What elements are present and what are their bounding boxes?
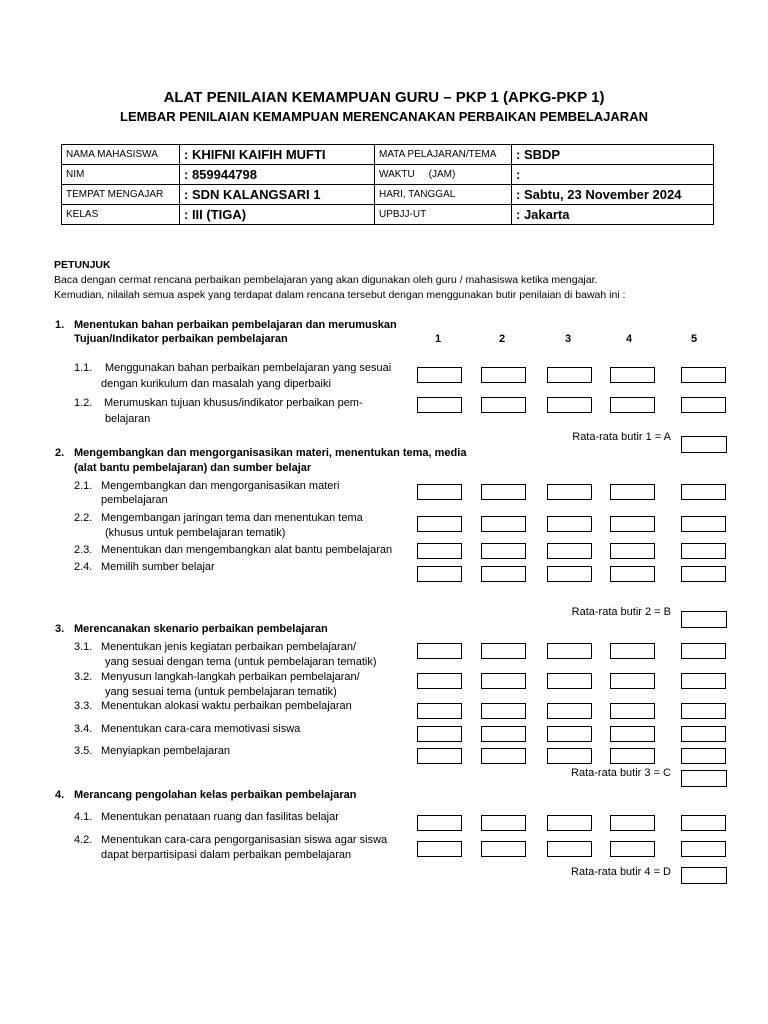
item-2-3-label: Menentukan dan mengembangkan alat bantu pembelajaran xyxy=(101,544,393,556)
average-box-d[interactable] xyxy=(681,867,727,884)
item-number: 4.2. xyxy=(74,834,93,846)
score-box-1-1-1[interactable] xyxy=(417,367,462,383)
item-3-1-label-cont: yang sesuai dengan tema (untuk pembelajaran tematik) xyxy=(105,656,377,668)
score-box-2-1-3[interactable] xyxy=(547,484,592,500)
item-number: 2.2. xyxy=(74,512,93,524)
item-number: 3.1. xyxy=(74,641,93,653)
score-box-4-2-1[interactable] xyxy=(417,841,462,857)
table-row xyxy=(62,165,714,185)
value-nim: : 859944798 xyxy=(180,165,375,185)
score-box-2-2-5[interactable] xyxy=(681,516,726,532)
item-number: 3.5. xyxy=(74,745,93,757)
section-1-number: 1. xyxy=(55,319,65,331)
section-4-title: Merancang pengolahan kelas perbaikan pembelajaran xyxy=(74,789,357,801)
value-kelas: : III (TIGA) xyxy=(180,205,375,225)
identity-table xyxy=(61,144,714,225)
score-box-3-5-4[interactable] xyxy=(610,748,655,764)
section-1-title: Menentukan bahan perbaikan pembelajaran dan merumuskan xyxy=(74,319,397,331)
score-box-2-4-1[interactable] xyxy=(417,566,462,582)
score-box-1-2-4[interactable] xyxy=(610,397,655,413)
score-box-3-2-1[interactable] xyxy=(417,673,462,689)
score-box-3-2-2[interactable] xyxy=(481,673,526,689)
score-box-3-3-2[interactable] xyxy=(481,703,526,719)
petunjuk-line-2: Kemudian, nilailah semua aspek yang terdapat dalam rencana tersebut dengan menggunakan butir penilaian di bawah ini : xyxy=(54,289,626,301)
item-4-2-label-cont: dapat berpartisipasi dalam perbaikan pembelajaran xyxy=(101,849,352,861)
score-box-4-1-4[interactable] xyxy=(610,815,655,831)
score-box-1-2-2[interactable] xyxy=(481,397,526,413)
section-4-number: 4. xyxy=(55,789,65,801)
item-2-4-label: Memilih sumber belajar xyxy=(101,561,215,573)
score-box-2-2-3[interactable] xyxy=(547,516,592,532)
score-box-3-4-5[interactable] xyxy=(681,726,726,742)
page-subtitle: LEMBAR PENILAIAN KEMAMPUAN MERENCANAKAN PERBAIKAN PEMBELAJARAN xyxy=(120,109,648,124)
item-3-2-label-cont: yang sesuai tema (untuk pembelajaran tematik) xyxy=(105,686,337,698)
score-box-3-2-5[interactable] xyxy=(681,673,726,689)
label-mapel: MATA PELAJARAN/TEMA xyxy=(375,145,512,165)
item-3-2-label: Menyusun langkah-langkah perbaikan pembelajaran/ xyxy=(101,671,360,683)
item-number: 3.3. xyxy=(74,700,93,712)
score-box-1-2-3[interactable] xyxy=(547,397,592,413)
score-box-2-3-1[interactable] xyxy=(417,543,462,559)
score-box-3-5-5[interactable] xyxy=(681,748,726,764)
score-box-4-2-5[interactable] xyxy=(681,841,726,857)
item-number: 2.4. xyxy=(74,561,93,573)
score-box-1-1-4[interactable] xyxy=(610,367,655,383)
item-2-1-label-cont: pembelajaran xyxy=(101,494,168,506)
score-box-3-3-4[interactable] xyxy=(610,703,655,719)
scale-header-3: 3 xyxy=(564,333,572,345)
score-box-2-3-4[interactable] xyxy=(610,543,655,559)
item-2-2-label-cont: (khusus untuk pembelajaran tematik) xyxy=(105,527,286,539)
score-box-4-1-5[interactable] xyxy=(681,815,726,831)
item-number: 2.1. xyxy=(74,480,93,492)
section-2-title: Mengembangkan dan mengorganisasikan materi, menentukan tema, media xyxy=(74,447,467,459)
item-3-1-label: Menentukan jenis kegiatan perbaikan pembelajaran/ xyxy=(101,641,357,653)
label-kelas: KELAS xyxy=(62,205,180,225)
average-box-b[interactable] xyxy=(681,611,727,628)
value-waktu: : xyxy=(512,165,714,185)
score-box-3-1-1[interactable] xyxy=(417,643,462,659)
value-tempat: : SDN KALANGSARI 1 xyxy=(180,185,375,205)
score-box-3-4-2[interactable] xyxy=(481,726,526,742)
score-box-2-4-4[interactable] xyxy=(610,566,655,582)
section-2-number: 2. xyxy=(55,447,65,459)
score-box-2-2-2[interactable] xyxy=(481,516,526,532)
average-label-c: Rata-rata butir 3 = C xyxy=(571,767,671,779)
score-box-2-3-3[interactable] xyxy=(547,543,592,559)
score-box-3-2-3[interactable] xyxy=(547,673,592,689)
score-box-3-4-1[interactable] xyxy=(417,726,462,742)
page-title: ALAT PENILAIAN KEMAMPUAN GURU – PKP 1 (APKG-PKP 1) xyxy=(163,89,605,106)
score-box-3-3-5[interactable] xyxy=(681,703,726,719)
score-box-4-1-1[interactable] xyxy=(417,815,462,831)
item-1-2-label: Merumuskan tujuan khusus/indikator perbaikan pem- xyxy=(104,397,363,409)
item-number: 1.1. xyxy=(74,362,93,374)
label-waktu: WAKTU (JAM) xyxy=(375,165,512,185)
score-box-2-4-5[interactable] xyxy=(681,566,726,582)
score-box-2-1-4[interactable] xyxy=(610,484,655,500)
table-row xyxy=(62,205,714,225)
scale-header-2: 2 xyxy=(498,333,506,345)
score-box-3-3-1[interactable] xyxy=(417,703,462,719)
value-nama: : KHIFNI KAIFIH MUFTI xyxy=(180,145,375,165)
score-box-1-1-3[interactable] xyxy=(547,367,592,383)
label-upbjj: UPBJJ-UT xyxy=(375,205,512,225)
average-label-a: Rata-rata butir 1 = A xyxy=(572,431,671,443)
section-3-title: Merencanakan skenario perbaikan pembelajaran xyxy=(74,623,328,635)
item-1-1-label: Menggunakan bahan perbaikan pembelajaran yang sesuai xyxy=(105,362,392,374)
score-box-3-1-2[interactable] xyxy=(481,643,526,659)
score-box-1-1-2[interactable] xyxy=(481,367,526,383)
score-box-3-5-1[interactable] xyxy=(417,748,462,764)
item-4-2-label: Menentukan cara-cara pengorganisasian siswa agar siswa xyxy=(101,834,388,846)
item-number: 3.4. xyxy=(74,723,93,735)
average-label-d: Rata-rata butir 4 = D xyxy=(571,866,671,878)
item-2-1-label: Mengembangkan dan mengorganisasikan materi xyxy=(101,480,340,492)
item-number: 2.3. xyxy=(74,544,93,556)
label-nim: NIM xyxy=(62,165,180,185)
score-box-3-2-4[interactable] xyxy=(610,673,655,689)
scale-header-5: 5 xyxy=(690,333,698,345)
item-3-5-label: Menyiapkan pembelajaran xyxy=(101,745,231,757)
score-box-4-1-3[interactable] xyxy=(547,815,592,831)
petunjuk-line-1: Baca dengan cermat rencana perbaikan pembelajaran yang akan digunakan oleh guru / mahasiswa ketika mengajar. xyxy=(54,274,598,286)
label-tempat: TEMPAT MENGAJAR xyxy=(62,185,180,205)
section-1-title-cont: Tujuan/Indikator perbaikan pembelajaran xyxy=(74,333,288,345)
item-number: 1.2. xyxy=(74,397,93,409)
score-box-2-4-3[interactable] xyxy=(547,566,592,582)
item-1-2-label-cont: belajaran xyxy=(105,413,151,425)
score-box-3-4-4[interactable] xyxy=(610,726,655,742)
score-box-2-3-2[interactable] xyxy=(481,543,526,559)
score-box-4-1-2[interactable] xyxy=(481,815,526,831)
score-box-2-1-2[interactable] xyxy=(481,484,526,500)
item-3-3-label: Menentukan alokasi waktu perbaikan pembelajaran xyxy=(101,700,352,712)
score-box-4-2-3[interactable] xyxy=(547,841,592,857)
section-3-number: 3. xyxy=(55,623,65,635)
score-box-4-2-4[interactable] xyxy=(610,841,655,857)
average-box-a[interactable] xyxy=(681,436,727,453)
section-2-title-cont: (alat bantu pembelajaran) dan sumber belajar xyxy=(74,462,312,474)
score-box-1-2-1[interactable] xyxy=(417,397,462,413)
score-box-2-2-1[interactable] xyxy=(417,516,462,532)
score-box-3-1-3[interactable] xyxy=(547,643,592,659)
score-box-3-1-5[interactable] xyxy=(681,643,726,659)
label-hari: HARI, TANGGAL xyxy=(375,185,512,205)
value-hari: : Sabtu, 23 November 2024 xyxy=(512,185,714,205)
score-box-3-5-3[interactable] xyxy=(547,748,592,764)
scale-header-1: 1 xyxy=(434,333,442,345)
score-box-2-2-4[interactable] xyxy=(610,516,655,532)
score-box-3-4-3[interactable] xyxy=(547,726,592,742)
label-nama: NAMA MAHASISWA xyxy=(62,145,180,165)
petunjuk-heading: PETUNJUK xyxy=(54,259,111,271)
item-number: 3.2. xyxy=(74,671,93,683)
score-box-2-4-2[interactable] xyxy=(481,566,526,582)
score-box-1-2-5[interactable] xyxy=(681,397,726,413)
average-box-c[interactable] xyxy=(681,770,727,787)
item-2-2-label: Mengembangan jaringan tema dan menentukan tema xyxy=(101,512,363,524)
value-mapel: : SBDP xyxy=(512,145,714,165)
score-box-3-3-3[interactable] xyxy=(547,703,592,719)
score-box-4-2-2[interactable] xyxy=(481,841,526,857)
item-1-1-label-cont: dengan kurikulum dan masalah yang diperbaiki xyxy=(101,378,331,390)
score-box-3-1-4[interactable] xyxy=(610,643,655,659)
average-label-b: Rata-rata butir 2 = B xyxy=(571,606,671,618)
table-row xyxy=(62,145,714,165)
item-4-1-label: Menentukan penataan ruang dan fasilitas belajar xyxy=(101,811,339,823)
score-box-2-1-1[interactable] xyxy=(417,484,462,500)
score-box-2-3-5[interactable] xyxy=(681,543,726,559)
score-box-2-1-5[interactable] xyxy=(681,484,726,500)
table-row xyxy=(62,185,714,205)
value-upbjj: : Jakarta xyxy=(512,205,714,225)
item-number: 4.1. xyxy=(74,811,93,823)
score-box-3-5-2[interactable] xyxy=(481,748,526,764)
item-3-4-label: Menentukan cara-cara memotivasi siswa xyxy=(101,723,301,735)
scale-header-4: 4 xyxy=(625,333,633,345)
score-box-1-1-5[interactable] xyxy=(681,367,726,383)
